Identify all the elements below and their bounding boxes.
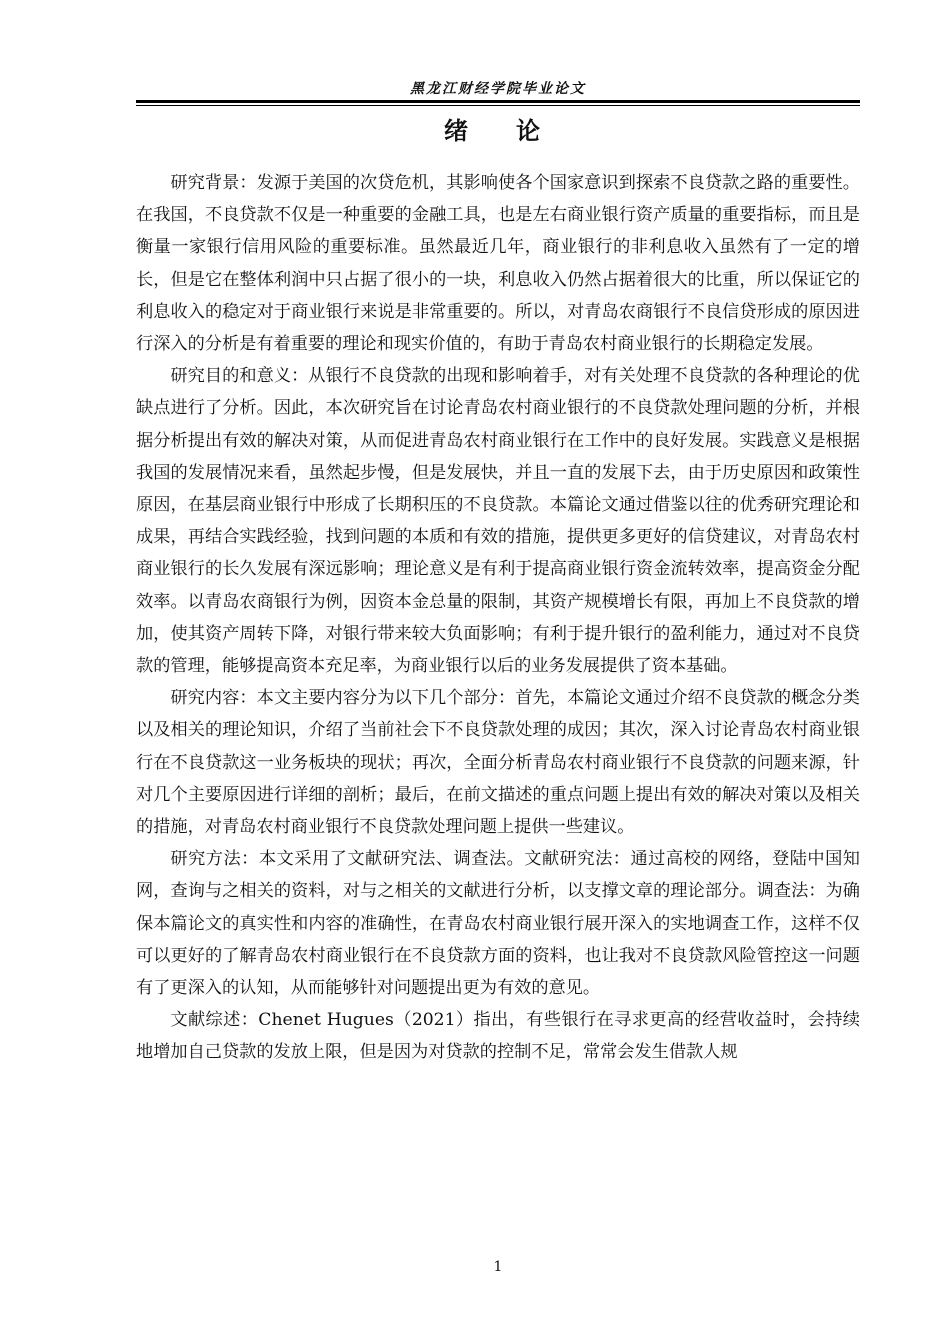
paragraph-content: 研究内容：本文主要内容分为以下几个部分：首先，本篇论文通过介绍不良贷款的概念分类以及相关的理论知识，介绍了当前社会下不良贷款处理的成因；其次，深入讨论青岛农村商业银行在不良贷款这一业务板块的现状；再次，全面分析青岛农村商业银行不良贷款的问题来源，针对几个主要原因进行详细的剖析；最后，在前文描述的重点问题上提出有效的解决对策以及相关的措施，对青岛农村商业银行不良贷款处理问题上提供一些建议。 (136, 688, 860, 838)
section-title: 绪 论 (444, 117, 552, 145)
header-rule-thin (136, 105, 860, 106)
paragraph-review: 文献综述：Chenet Hugues（2021）指出，有些银行在寻求更高的经营收益时，会持续地增加自己贷款的发放上限，但是因为对贷款的控制不足，常常会发生借款人规 (136, 1010, 860, 1063)
header-rule-thick (136, 100, 860, 103)
running-header: 黑龙江财经学院毕业论文 (410, 81, 586, 97)
body-text (136, 167, 860, 1069)
paragraph-method: 研究方法：本文采用了文献研究法、调查法。文献研究法：通过高校的网络，登陆中国知网，查询与之相关的资料，对与之相关的文献进行分析，以支撑文章的理论部分。调查法：为确保本篇论文的真实性和内容的准确性，在青岛农村商业银行展开深入的实地调查工作，这样不仅可以更好的了解青岛农村商业银行在不良贷款方面的资料，也让我对不良贷款风险管控这一问题有了更深入的认知，从而能够针对问题提出更为有效的意见。 (136, 849, 860, 999)
page-number: 1 (493, 1259, 503, 1275)
paragraph-background: 研究背景：发源于美国的次贷危机，其影响使各个国家意识到探索不良贷款之路的重要性。在我国，不良贷款不仅是一种重要的金融工具，也是左右商业银行资产质量的重要指标，而且是衡量一家银行信用风险的重要标准。虽然最近几年，商业银行的非利息收入虽然有了一定的增长，但是它在整体利润中只占据了很小的一块，利息收入仍然占据着很大的比重，所以保证它的利息收入的稳定对于商业银行来说是非常重要的。所以，对青岛农商银行不良信贷形成的原因进行深入的分析是有着重要的理论和现实价值的，有助于青岛农村商业银行的长期稳定发展。 (136, 173, 860, 355)
paragraph-purpose: 研究目的和意义：从银行不良贷款的出现和影响着手，对有关处理不良贷款的各种理论的优缺点进行了分析。因此，本次研究旨在讨论青岛农村商业银行的不良贷款处理问题的分析，并根据分析提出有效的解决对策，从而促进青岛农村商业银行在工作中的良好发展。实践意义是根据我国的发展情况来看，虽然起步慢，但是发展快，并且一直的发展下去，由于历史原因和政策性原因，在基层商业银行中形成了长期积压的不良贷款。本篇论文通过借鉴以往的优秀研究理论和成果，再结合实践经验，找到问题的本质和有效的措施，提供更多更好的信贷建议，对青岛农村商业银行的长久发展有深远影响；理论意义是有利于提高商业银行资金流转效率，提高资金分配效率。以青岛农商银行为例，因资本金总量的限制，其资产规模增长有限，再加上不良贷款的增加，使其资产周转下降，对银行带来较大负面影响；有利于提升银行的盈利能力，通过对不良贷款的管理，能够提高资本充足率，为商业银行以后的业务发展提供了资本基础。 (136, 366, 860, 677)
